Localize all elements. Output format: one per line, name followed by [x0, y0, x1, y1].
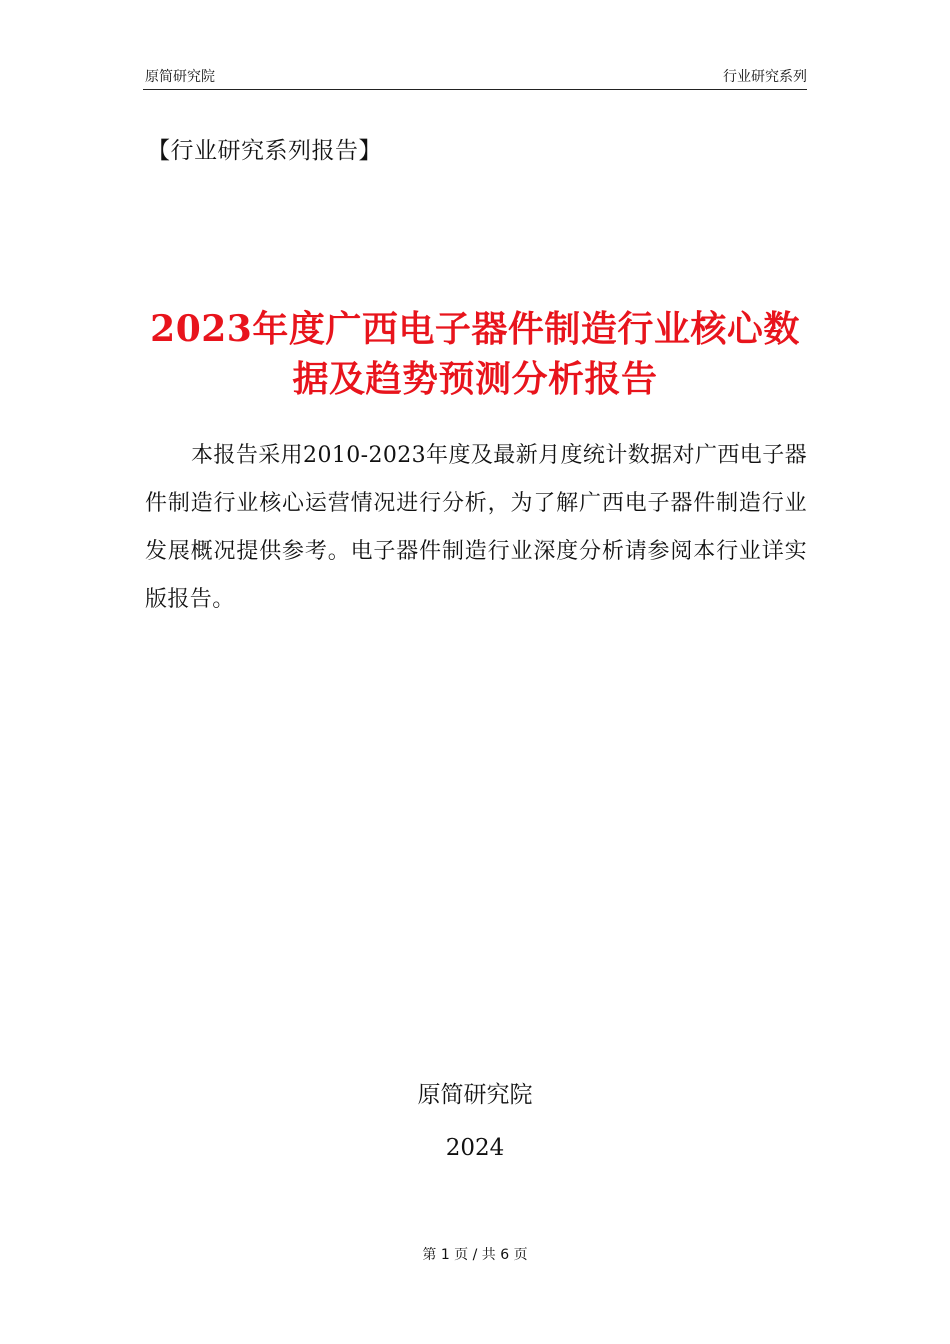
series-label: 【行业研究系列报告】	[147, 138, 382, 164]
page-number: 第 1 页 / 共 6 页	[422, 1247, 528, 1263]
document-title: 2023年度广西电子器件制造行业核心数据及趋势预测分析报告	[150, 308, 800, 400]
publisher-name: 原简研究院	[417, 1082, 533, 1108]
header-series: 行业研究系列	[723, 69, 807, 85]
header-divider	[143, 89, 807, 90]
publication-year: 2024	[445, 1135, 505, 1161]
header-publisher: 原简研究院	[145, 69, 215, 85]
abstract-paragraph: 本报告采用2010-2023年度及最新月度统计数据对广西电子器件制造行业核心运营情况进行分析，为了解广西电子器件制造行业发展概况提供参考。电子器件制造行业深度分析请参阅本行业详实版报告。	[145, 443, 807, 612]
